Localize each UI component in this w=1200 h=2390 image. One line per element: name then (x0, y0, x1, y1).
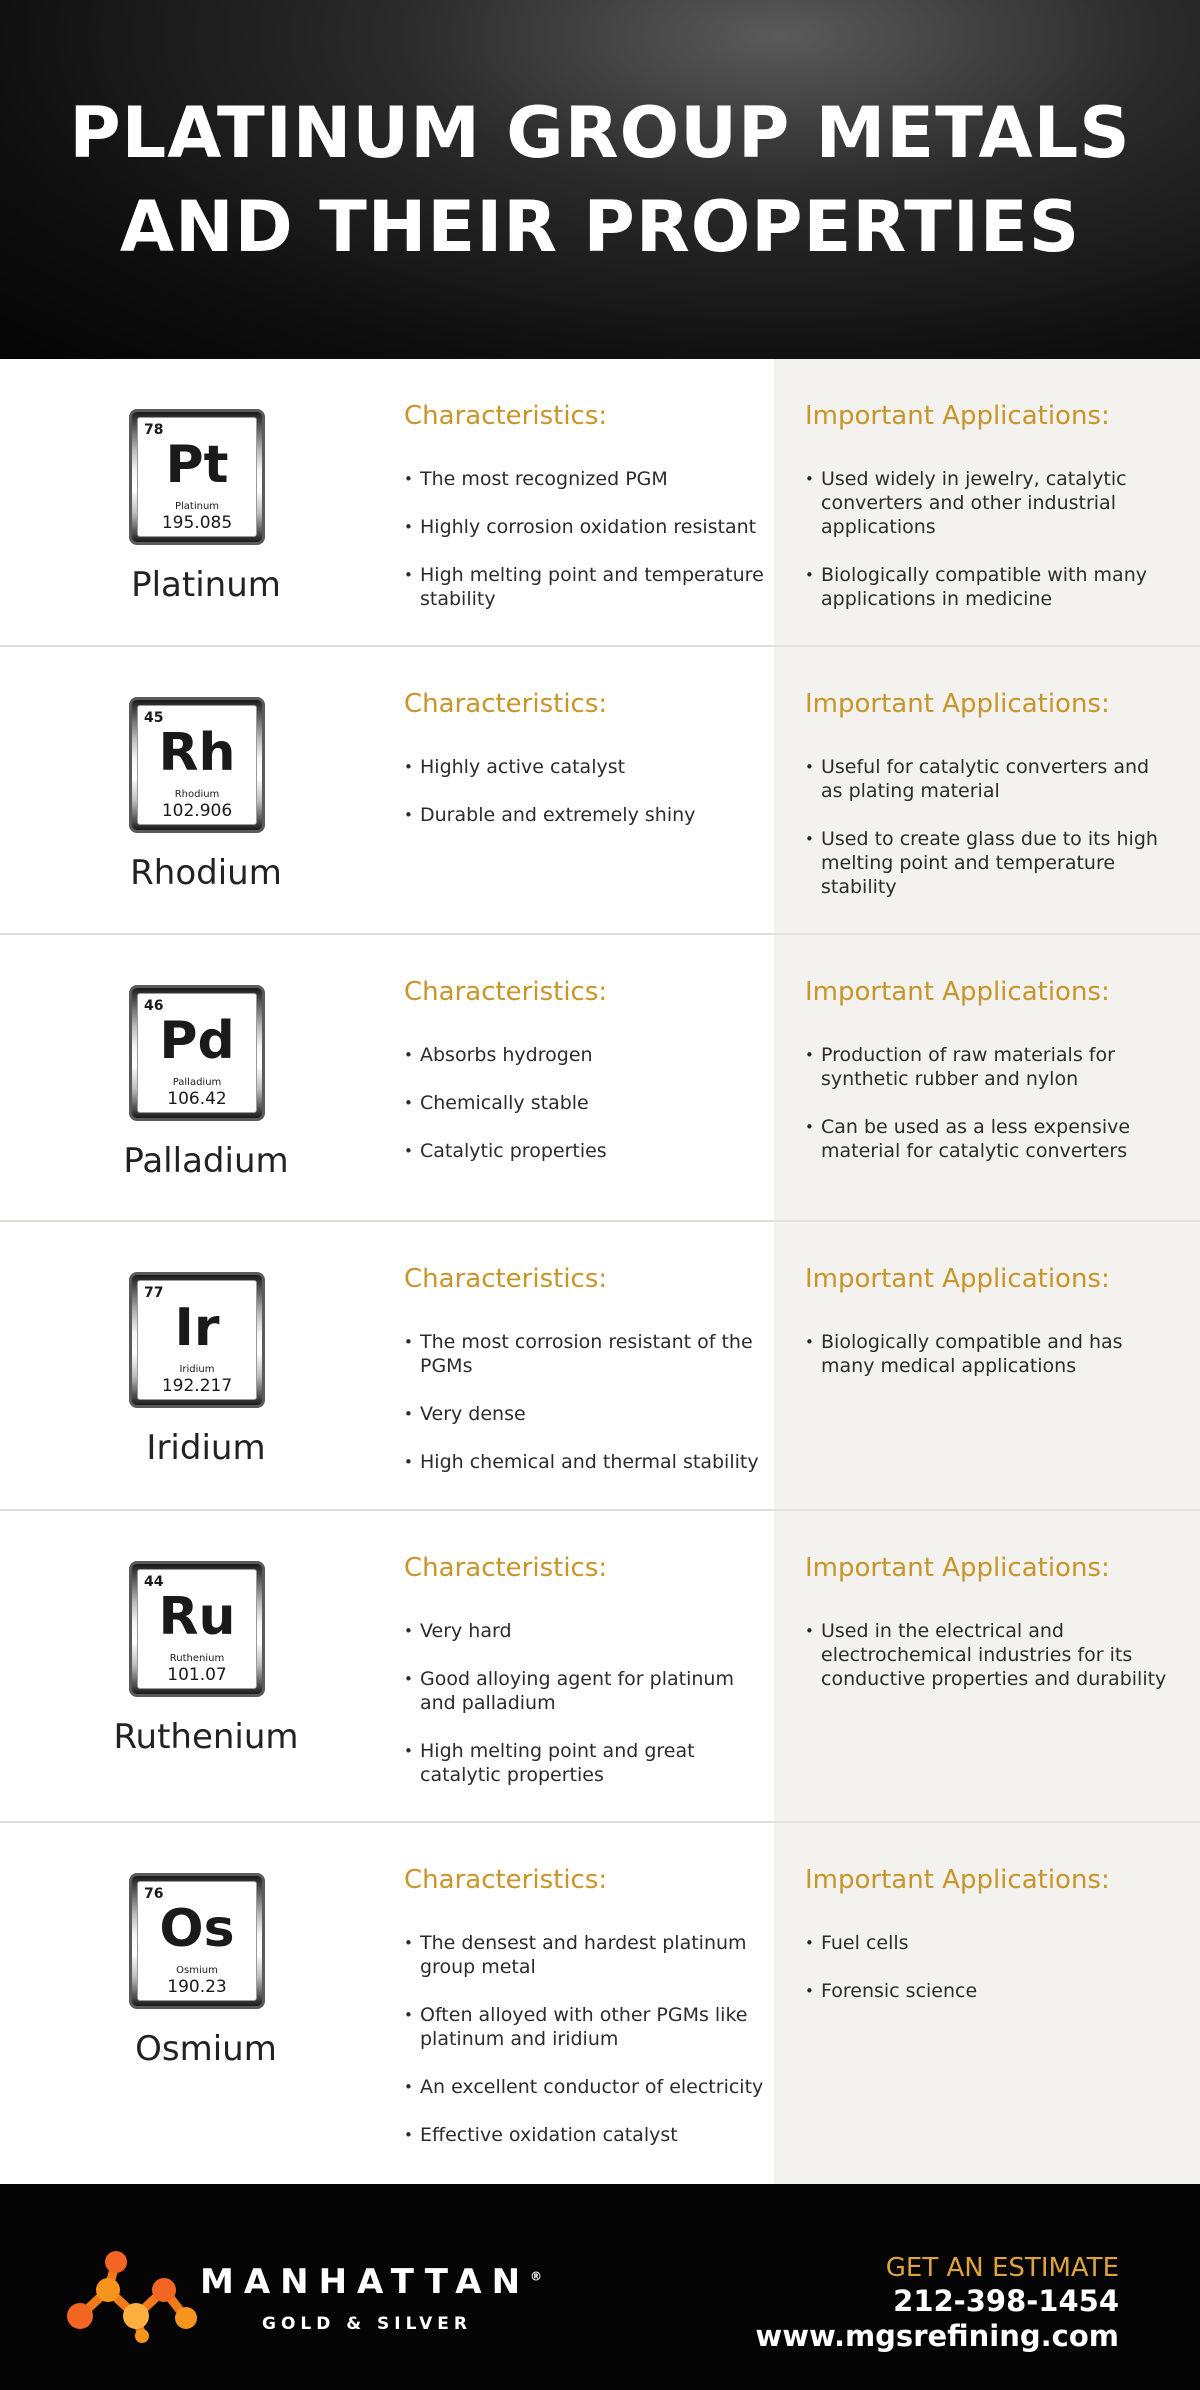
metal-row-palladium (0, 935, 1200, 1222)
characteristics-heading: Characteristics: (404, 401, 608, 431)
list-item: • Catalytic properties (404, 1139, 764, 1163)
metal-row-osmium (0, 1823, 1200, 2184)
list-item: • Durable and extremely shiny (404, 803, 764, 827)
element-symbol: Ru (158, 1587, 236, 1647)
characteristics-list (404, 755, 764, 851)
atomic-number: 44 (144, 1574, 164, 1590)
list-item: • An excellent conductor of electricity (404, 2075, 764, 2099)
element-name: Palladium (123, 1141, 289, 1181)
applications-cell (774, 359, 1200, 645)
list-item: • High chemical and thermal stability (404, 1450, 764, 1474)
list-item: • Forensic science (805, 1979, 1170, 2003)
applications-cell (774, 1823, 1200, 2184)
element-tile-name: Iridium (179, 1364, 215, 1375)
footer (0, 2184, 1200, 2390)
atomic-number: 46 (144, 998, 164, 1014)
list-item: • Useful for catalytic converters and as plating material (805, 755, 1170, 803)
metal-row-rhodium (0, 647, 1200, 935)
atomic-mass: 190.23 (167, 1977, 227, 1997)
applications-list (805, 1043, 1170, 1187)
element-tile-name: Rhodium (174, 789, 220, 800)
element-name: Osmium (135, 2029, 277, 2069)
list-item: • The densest and hardest platinum group metal (404, 1931, 764, 1979)
element-cell (0, 359, 374, 645)
list-item: • Biologically compatible and has many medical applications (805, 1330, 1170, 1378)
element-cell (0, 1222, 374, 1509)
element-tile (129, 1561, 265, 1697)
element-name: Platinum (131, 565, 281, 605)
list-item: • The most corrosion resistant of the PGMs (404, 1330, 764, 1378)
phone-number[interactable]: 212-398-1454 (893, 2284, 1119, 2318)
list-item: • Highly corrosion oxidation resistant (404, 515, 764, 539)
element-symbol: Pd (159, 1011, 235, 1071)
brand-name: MANHATTAN® (200, 2262, 543, 2302)
element-tile (129, 1272, 265, 1408)
element-symbol: Pt (165, 435, 229, 495)
list-item: • Chemically stable (404, 1091, 764, 1115)
list-item: • Very dense (404, 1402, 764, 1426)
element-cell (0, 1823, 374, 2184)
element-symbol: Os (159, 1899, 235, 1959)
list-item: • Biologically compatible with many applications in medicine (805, 563, 1170, 611)
atomic-mass: 101.07 (167, 1665, 227, 1685)
characteristics-heading: Characteristics: (404, 689, 608, 719)
element-symbol: Rh (158, 723, 236, 783)
characteristics-cell (374, 359, 774, 645)
list-item: • Absorbs hydrogen (404, 1043, 764, 1067)
brand-subtitle: GOLD & SILVER (262, 2314, 472, 2334)
registered-mark: ® (530, 2269, 543, 2284)
metal-row-iridium (0, 1222, 1200, 1511)
page-title-line-1: PLATINUM GROUP METALS (69, 91, 1131, 174)
atomic-mass: 102.906 (161, 801, 233, 821)
list-item: • Good alloying agent for platinum and palladium (404, 1667, 764, 1715)
characteristics-list (404, 1043, 764, 1187)
list-item: • Used widely in jewelry, catalytic converters and other industrial applications (805, 467, 1170, 539)
list-item: • Fuel cells (805, 1931, 1170, 1955)
page-title-line-2: AND THEIR PROPERTIES (119, 185, 1081, 268)
header-banner (0, 0, 1200, 359)
applications-cell (774, 935, 1200, 1220)
list-item: • Used in the electrical and electrochemical industries for its conductive properties and durability (805, 1619, 1170, 1691)
element-name: Rhodium (130, 853, 282, 893)
element-tile-name: Palladium (172, 1077, 222, 1088)
element-symbol: Ir (174, 1298, 220, 1358)
metal-row-platinum (0, 359, 1200, 647)
characteristics-cell (374, 935, 774, 1220)
applications-heading: Important Applications: (805, 977, 1110, 1007)
atomic-number: 77 (144, 1285, 164, 1301)
characteristics-heading: Characteristics: (404, 1865, 608, 1895)
element-name: Iridium (146, 1428, 266, 1468)
characteristics-cell (374, 1511, 774, 1821)
applications-list (805, 1931, 1170, 2027)
element-tile (129, 697, 265, 833)
characteristics-cell (374, 647, 774, 933)
molecule-logo-icon (60, 2244, 200, 2344)
atomic-mass: 195.085 (161, 513, 233, 533)
list-item: • Production of raw materials for synthetic rubber and nylon (805, 1043, 1170, 1091)
characteristics-list (404, 1330, 764, 1498)
characteristics-cell (374, 1823, 774, 2184)
applications-list (805, 1330, 1170, 1402)
element-tile (129, 985, 265, 1121)
atomic-number: 76 (144, 1886, 164, 1902)
characteristics-list (404, 1931, 764, 2171)
atomic-number: 45 (144, 710, 164, 726)
element-name: Ruthenium (113, 1717, 299, 1757)
applications-heading: Important Applications: (805, 1553, 1110, 1583)
element-tile-name: Ruthenium (169, 1653, 225, 1664)
characteristics-heading: Characteristics: (404, 977, 608, 1007)
list-item: • The most recognized PGM (404, 467, 764, 491)
list-item: • Used to create glass due to its high melting point and temperature stability (805, 827, 1170, 899)
list-item: • Often alloyed with other PGMs like platinum and iridium (404, 2003, 764, 2051)
characteristics-cell (374, 1222, 774, 1509)
list-item: • Can be used as a less expensive material for catalytic converters (805, 1115, 1170, 1163)
applications-cell (774, 1511, 1200, 1821)
estimate-block (755, 2252, 1119, 2354)
element-tile-name: Platinum (174, 501, 220, 512)
applications-heading: Important Applications: (805, 1264, 1110, 1294)
characteristics-list (404, 1619, 764, 1811)
metal-row-ruthenium (0, 1511, 1200, 1823)
applications-heading: Important Applications: (805, 689, 1110, 719)
list-item: • High melting point and great catalytic properties (404, 1739, 764, 1787)
characteristics-heading: Characteristics: (404, 1264, 608, 1294)
estimate-label: GET AN ESTIMATE (885, 2253, 1119, 2283)
applications-cell (774, 1222, 1200, 1509)
applications-list (805, 467, 1170, 635)
applications-list (805, 755, 1170, 923)
element-cell (0, 1511, 374, 1821)
element-cell (0, 935, 374, 1220)
element-tile-name: Osmium (176, 1965, 218, 1976)
applications-cell (774, 647, 1200, 933)
applications-heading: Important Applications: (805, 401, 1110, 431)
applications-heading: Important Applications: (805, 1865, 1110, 1895)
page-title (69, 86, 1130, 274)
atomic-number: 78 (144, 422, 164, 438)
characteristics-heading: Characteristics: (404, 1553, 608, 1583)
list-item: • Effective oxidation catalyst (404, 2123, 764, 2147)
atomic-mass: 106.42 (167, 1089, 227, 1109)
website-link[interactable]: www.mgsrefining.com (755, 2319, 1119, 2353)
element-tile (129, 1873, 265, 2009)
element-cell (0, 647, 374, 933)
element-tile (129, 409, 265, 545)
applications-list (805, 1619, 1170, 1715)
list-item: • Very hard (404, 1619, 764, 1643)
atomic-mass: 192.217 (161, 1376, 233, 1396)
list-item: • High melting point and temperature stability (404, 563, 764, 611)
characteristics-list (404, 467, 764, 635)
list-item: • Highly active catalyst (404, 755, 764, 779)
